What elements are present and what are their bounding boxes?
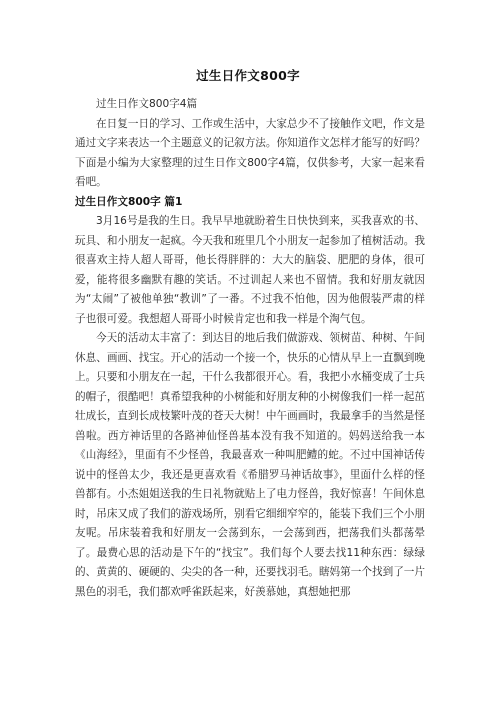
intro-paragraph: 在日复一日的学习、工作或生活中，大家总少不了接触作文吧，作文是通过文字来表达一个主题意义的记叙方法。你知道作文怎样才能写的好吗？下面是小编为大家整理的过生日作文800字4篇，仅供参考，大家一起来看看吧。 xyxy=(75,117,425,188)
body-paragraph: 3月16号是我的生日。我早早地就盼着生日快快到来，买我喜欢的书、玩具、和小朋友一起疯。今天我和班里几个小朋友一起参加了植树活动。我很喜欢主持人超人哥哥，他长得胖胖的：大大的脑袋、肥肥的身体，很可爱，能将很多幽默有趣的笑话。不过训起人来也不留情。我和好朋友就因为“太闹”了被他单独“教训”了一番。不过我不怕他，因为他假装严肃的样子也很可爱。我想超人哥哥小时候肯定也和我一样是个淘气包。 xyxy=(75,215,425,325)
document-body xyxy=(75,95,425,602)
body-paragraph: 今天的活动太丰富了：到达目的地后我们做游戏、领树苗、种树、午间休息、画画、找宝。开心的活动一个接一个，快乐的心情从早上一直飘到晚上。只要和小朋友在一起，干什么我都很开心。看，我把小水桶变成了士兵的帽子，很酷吧！真希望我种的小树能和好朋友种的小树像我们一样一起茁壮成长，直到长成枝繁叶茂的苍天大树！中午画画时，我最拿手的当然是怪兽啦。西方神话里的各路神仙怪兽基本没有我不知道的。妈妈送给我一本《山海经》，里面有不少怪兽，我最喜欢一种叫肥鳢的蛇。不过中国神话传说中的怪兽太少，我还是更喜欢看《希腊罗马神话故事》，里面什么样的怪兽都有。小杰姐姐送我的生日礼物就贴上了电力怪兽，我好惊喜！午间休息时，吊床又成了我们的游戏场所，别看它细细窄窄的，能装下我们三个小朋友呢。吊床装着我和好朋友一会荡到东，一会荡到西，把荡我们头都荡晕了。最费心思的活动是下午的“找宝”。我们每个人要去找11种东西：绿绿的、黄黄的、硬硬的、尖尖的各一种，还要找羽毛。瞎妈第一个找到了一片黑色的羽毛，我们都欢呼雀跃起来，好羡慕她，真想她把那 xyxy=(75,332,425,598)
document-title: 过生日作文800字 xyxy=(196,68,300,83)
intro-label: 过生日作文800字4篇 xyxy=(96,98,198,110)
section-heading: 过生日作文800字 篇1 xyxy=(75,195,183,208)
